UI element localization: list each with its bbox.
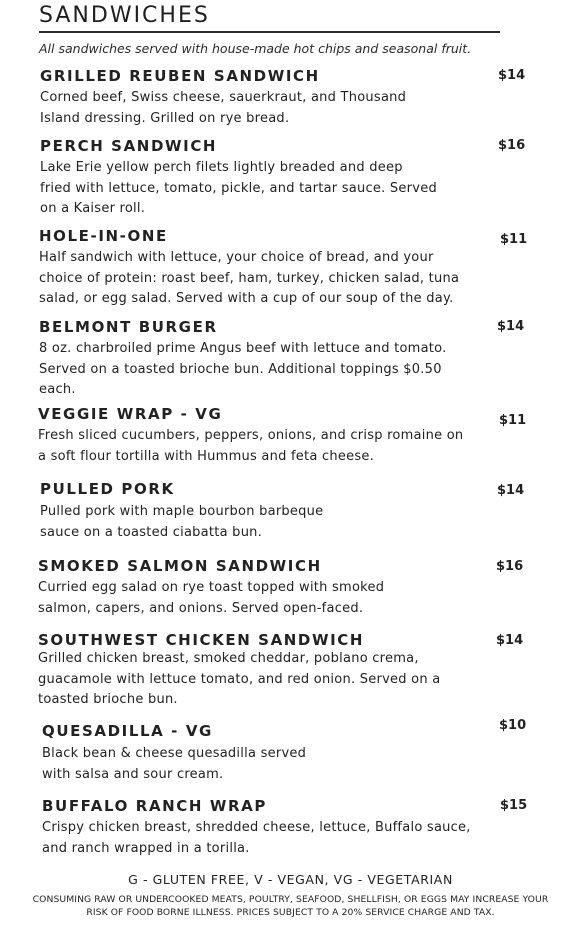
description-line: fried with lettuce, tomato, pickle, and tartar sauce. Served [40, 180, 437, 196]
item-name: GRILLED REUBEN SANDWICH [40, 67, 320, 85]
description-line: and ranch wrapped in a torilla. [42, 840, 250, 856]
description-line: Black bean & cheese quesadilla served [42, 746, 307, 761]
description-line: toasted brioche bun. [38, 692, 178, 707]
item-price: $15 [500, 798, 528, 813]
description-line: Served on a toasted brioche bun. Additional toppings $0.50 [39, 361, 442, 377]
description-line: guacamole with lettuce tomato, and red onion. Served on a [38, 671, 441, 687]
item-price: $11 [499, 413, 527, 428]
item-description [38, 426, 463, 467]
item-name: BELMONT BURGER [39, 318, 218, 336]
description-line: Crispy chicken breast, shredded cheese, lettuce, Buffalo sauce, [42, 820, 471, 835]
description-line: each. [39, 382, 76, 397]
dietary-legend: G - GLUTEN FREE, V - VEGAN, VG - VEGETARIAN [128, 872, 453, 887]
item-description [38, 649, 440, 711]
item-description [42, 744, 306, 785]
item-description [38, 578, 384, 619]
item-name: VEGGIE WRAP - VG [38, 405, 223, 423]
title-divider [39, 31, 500, 33]
item-price: $16 [496, 559, 524, 574]
item-name: SMOKED SALMON SANDWICH [38, 557, 322, 575]
item-price: $14 [497, 483, 525, 498]
description-line: sauce on a toasted ciabatta bun. [40, 524, 263, 540]
description-line: Pulled pork with maple bourbon barbeque [40, 504, 324, 519]
item-price: $16 [498, 138, 526, 153]
item-price: $10 [499, 718, 527, 733]
item-name: PULLED PORK [40, 480, 175, 498]
description-line: 8 oz. charbroiled prime Angus beef with lettuce and tomato. [39, 341, 447, 356]
description-line: Curried egg salad on rye toast topped with smoked [38, 580, 385, 595]
item-price: $11 [500, 232, 528, 247]
item-description [42, 818, 471, 859]
item-price: $14 [497, 319, 525, 334]
disclaimer-line: RISK OF FOOD BORNE ILLNESS. PRICES SUBJECT TO A 20% SERVICE CHARGE AND TAX. [86, 907, 495, 918]
description-line: Fresh sliced cucumbers, peppers, onions, and crisp romaine on [38, 428, 464, 443]
description-line: on a Kaiser roll. [40, 201, 146, 216]
item-description [40, 158, 437, 220]
item-name: QUESADILLA - VG [42, 722, 213, 740]
item-name: PERCH SANDWICH [40, 137, 218, 155]
item-description [40, 88, 406, 129]
item-price: $14 [496, 633, 524, 648]
description-line: Corned beef, Swiss cheese, sauerkraut, and Thousand [40, 90, 407, 105]
disclaimer-line: CONSUMING RAW OR UNDERCOOKED MEATS, POULTRY, SEAFOOD, SHELLFISH, OR EGGS MAY INCREASE YOUR [32, 894, 549, 905]
item-name: SOUTHWEST CHICKEN SANDWICH [38, 631, 365, 649]
item-description [40, 502, 323, 543]
item-name: BUFFALO RANCH WRAP [42, 797, 267, 815]
section-title: SANDWICHES [39, 3, 210, 28]
description-line: salad, or egg salad. Served with a cup of our soup of the day. [39, 291, 454, 306]
section-subtitle: All sandwiches served with house-made hot chips and seasonal fruit. [39, 41, 472, 56]
item-name: HOLE-IN-ONE [39, 227, 168, 245]
description-line: salmon, capers, and onions. Served open-faced. [38, 600, 364, 616]
item-description [39, 248, 459, 310]
food-safety-disclaimer [10, 893, 571, 919]
description-line: choice of protein: roast beef, ham, turkey, chicken salad, tuna [39, 270, 460, 286]
description-line: with salsa and sour cream. [42, 766, 224, 782]
description-line: Island dressing. Grilled on rye bread. [40, 110, 290, 126]
description-line: Lake Erie yellow perch filets lightly breaded and deep [40, 160, 403, 175]
description-line: a soft flour tortilla with Hummus and feta cheese. [38, 448, 375, 464]
item-description [39, 339, 447, 401]
item-price: $14 [498, 68, 526, 83]
description-line: Half sandwich with lettuce, your choice of bread, and your [39, 250, 434, 265]
description-line: Grilled chicken breast, smoked cheddar, poblano crema, [38, 651, 419, 666]
